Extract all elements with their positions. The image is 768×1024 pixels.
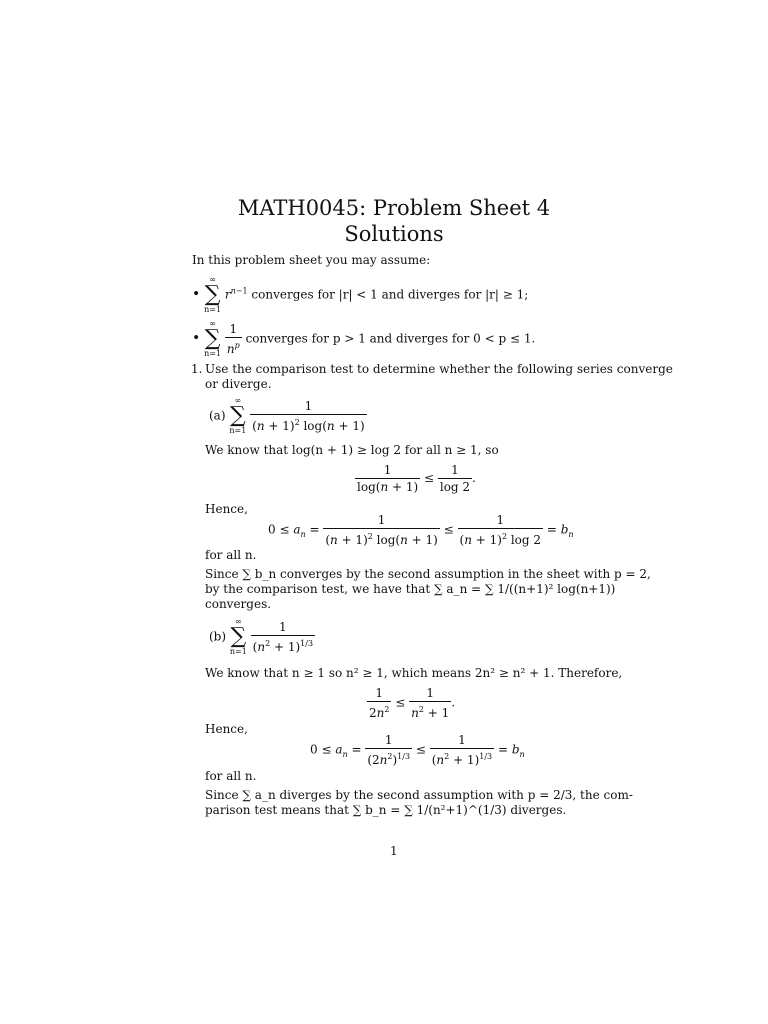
part-b-hence: Hence,: [205, 722, 248, 736]
assumption-2-text: converges for p > 1 and diverges for 0 < p ≤ 1.: [245, 331, 536, 346]
part-a-bound: $0 \le a_n$ = $\frac{1}{(n + 1)^2 \log(n + 1)}$ ≤ $\frac{1}{(n + 1)^2 \log 2}$ = $b_n$: [268, 513, 574, 547]
page-number: 1: [390, 844, 398, 858]
question-line-2: or diverge.: [205, 377, 272, 391]
part-b-label: (b): [209, 629, 227, 644]
bullet-icon: •: [192, 330, 201, 347]
part-b-know: We know that n ≥ 1 so n² ≥ 1, which means 2n² ≥ n² + 1. Therefore,: [205, 666, 623, 680]
part-b-expression: (b) ∞ ∑ n=1 $\frac{1}{(n^2 + 1)^{1/3}}$: [209, 617, 314, 656]
part-a-since-2: by the comparison test, we have that ∑ a_n = ∑ 1/((n+1)² log(n+1)): [205, 582, 616, 596]
question-line-1: Use the comparison test to determine whether the following series converge: [205, 362, 673, 376]
sum-symbol: ∞ ∑ n=1: [204, 319, 222, 358]
assumption-1-text: converges for |r| < 1 and diverges for |r| ≥ 1;: [251, 287, 529, 302]
page-subtitle: Solutions: [344, 222, 444, 246]
bullet-icon: •: [192, 286, 201, 303]
sum-symbol: ∞ ∑ n=1: [204, 275, 222, 314]
part-b-since-1: Since ∑ a_n diverges by the second assumption with p = 2/3, the com-: [205, 788, 633, 802]
part-a-know: We know that log(n + 1) ≥ log 2 for all n ≥ 1, so: [205, 443, 499, 457]
part-a-hence: Hence,: [205, 502, 248, 516]
part-b-forall: for all n.: [205, 769, 257, 783]
assumption-1: • ∞ ∑ n=1 $r^{n-1}$ converges for |r| < 1 and diverges for |r| ≥ 1;: [192, 275, 529, 314]
part-a-inequality: $\frac{1}{\log(n + 1)}$ ≤ $\frac{1}{\log 2}$ .: [357, 463, 476, 494]
part-b-inequality: $\frac{1}{2n^2}$ ≤ $\frac{1}{n^2 + 1}$ .: [369, 686, 456, 720]
question-number: 1.: [191, 362, 203, 376]
part-a-expression: (a) ∞ ∑ n=1 $\frac{1}{(n + 1)^2 \log(n + 1)}$: [209, 396, 365, 435]
part-a-label: (a): [209, 408, 226, 423]
part-b-since-2: parison test means that ∑ b_n = ∑ 1/(n²+1)^(1/3) diverges.: [205, 803, 567, 817]
assumption-2: • ∞ ∑ n=1 $\frac{1}{n^p}$ converges for p > 1 and diverges for 0 < p ≤ 1.: [192, 319, 536, 358]
intro-text: In this problem sheet you may assume:: [192, 253, 431, 267]
part-a-since-1: Since ∑ b_n converges by the second assumption in the sheet with p = 2,: [205, 567, 651, 581]
part-a-forall: for all n.: [205, 548, 257, 562]
part-b-bound: $0 \le a_n$ = $\frac{1}{(2n^2)^{1/3}}$ ≤ $\frac{1}{(n^2 + 1)^{1/3}}$ = $b_n$: [310, 733, 525, 767]
part-a-since-3: converges.: [205, 597, 272, 611]
page-title: MATH0045: Problem Sheet 4: [237, 196, 551, 220]
